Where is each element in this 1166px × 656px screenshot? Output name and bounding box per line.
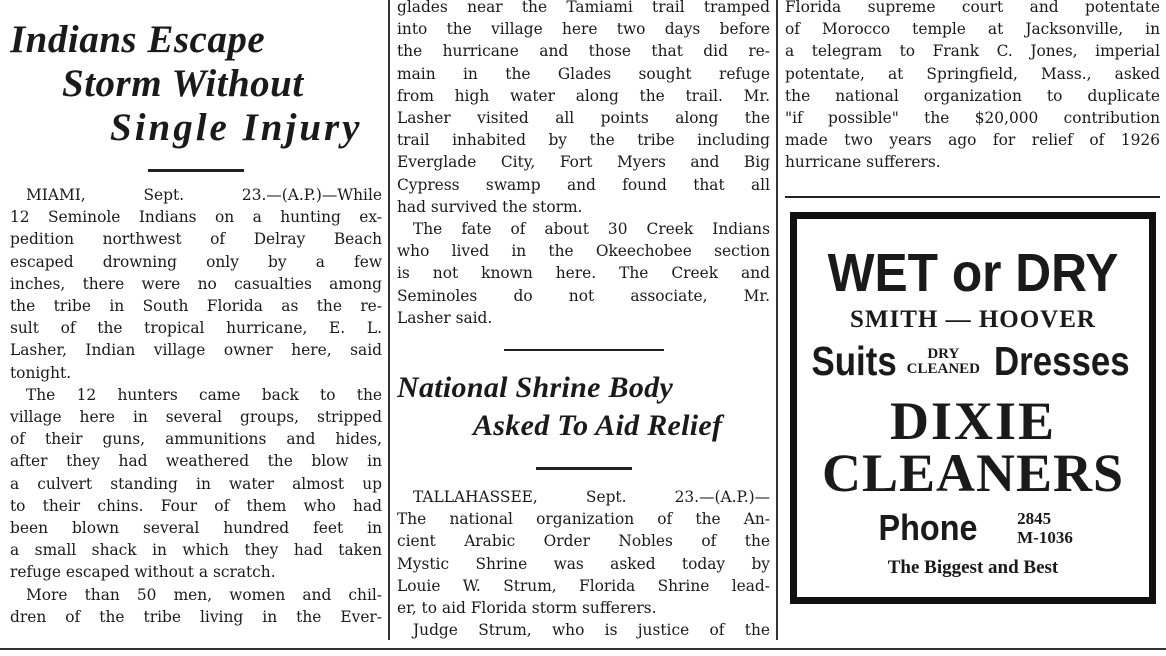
body-line: More than 50 men, women and chil- [26,585,382,604]
body-line: been blown several hundred feet in [10,519,382,538]
body-line: Florida supreme court and potentate [785,0,1160,16]
body-line: the national organization to duplicate [785,86,1160,105]
body-line: "if possible" the $20,000 contribution [785,109,1160,128]
article1-headline-line: Indians Escape [10,18,266,61]
body-line: MIAMI, Sept. 23.—(A.P.)—While [26,186,382,204]
dixie-cleaners-ad [790,212,1156,604]
body-line: Judge Strum, who is justice of the [413,621,770,640]
column-1 [10,0,382,640]
body-line: Everglade City, Fort Myers and Big [397,153,770,172]
ad-service-left: Suits [811,337,898,384]
body-line: The national organization of the An- [397,510,770,529]
body-line: a culvert standing in water almost up [10,474,382,493]
body-line: er, to aid Florida storm sufferers. [397,599,657,618]
headline-cutoff-rule [536,467,632,470]
ad-service-line [797,339,1149,383]
body-line: after they had weathered the blow in [10,452,382,471]
body-line: from high water along the trail. Mr. [397,86,770,105]
ad-phone-number: M-1036 [1017,527,1073,547]
ad-separator-rule [785,196,1160,198]
ad-phone-label: Phone [878,506,978,548]
body-line: made two years ago for relief of 1926 [785,131,1160,150]
page-bottom-rule [0,648,1166,650]
ad-phone-numbers [1017,509,1073,547]
body-line: Lasher said. [397,308,493,327]
ad-company-line2: CLEANERS [821,442,1125,503]
body-line: Lasher visited all points along the [397,109,770,128]
article1-headline-line: Storm Without [62,62,304,105]
body-line: is not known here. The Creek and [397,264,770,283]
ad-service-right: Dresses [993,337,1130,384]
body-line: trail inhabited by the tribe including [397,131,770,150]
ad-company-line1: DIXIE [889,390,1057,451]
ad-service-mid-top: DRY [927,345,960,362]
article2-body [397,486,770,640]
body-line: the tribe in South Florida as the re- [10,297,382,316]
ad-phone-number: 2845 [1017,508,1052,528]
article2-continued-body [785,0,1160,174]
body-line: the hurricane and those that did re- [397,42,770,61]
article1-continued-body [397,0,770,329]
column-2 [397,0,770,640]
body-line: a telegram to Frank C. Jones, imperial [785,42,1160,61]
ad-names: SMITH — HOOVER [850,305,1096,333]
body-line: potentate, at Springfield, Mass., asked [785,64,1160,83]
body-line: pedition northwest of Delray Beach [10,230,382,249]
body-line: Lasher, Indian village owner here, said [10,341,382,360]
article2-headline [397,369,770,445]
body-line: to their chins. Four of them who had [10,496,382,515]
ad-title: WET or DRY [827,242,1119,303]
article1-body [10,184,382,628]
body-line: The 12 hunters came back to the [26,385,382,404]
body-line: a small shack in which they had taken [10,541,382,560]
body-line: Louie W. Strum, Florida Shrine lead- [397,576,770,595]
body-line: tonight. [10,363,72,382]
column-rule-1 [388,0,390,640]
article2-headline-line: National Shrine Body [397,371,674,405]
ad-phone [797,506,1149,548]
body-line: Mystic Shrine was asked today by [397,554,770,573]
column-rule-2 [776,0,778,640]
article1-headline-line: Single Injury [110,106,363,149]
body-line: village here in several groups, stripped [10,408,382,427]
body-line: of their guns, ammunitions and hides, [10,430,382,449]
body-line: escaped drowning only by a few [10,252,382,271]
headline-cutoff-rule [148,169,244,172]
body-line: The fate of about 30 Creek Indians [413,220,770,239]
body-line: hurricane sufferers. [785,153,941,172]
body-line: glades near the Tamiami trail tramped [397,0,770,16]
body-line: inches, there were no casualties among [10,274,382,293]
article-separator-rule [504,349,664,351]
article1-headline [10,18,382,150]
body-line: cient Arabic Order Nobles of the [397,532,770,551]
body-line: dren of the tribe living in the Ever- [10,607,382,626]
ad-service-mid-bottom: CLEANED [906,360,981,377]
body-line: Cypress swamp and found that all [397,175,770,194]
body-line: main in the Glades sought refuge [397,64,770,83]
body-line: sult of the tropical hurricane, E. L. [10,319,382,338]
body-line: refuge escaped without a scratch. [10,563,276,582]
article2-headline-line: Asked To Aid Relief [473,409,723,443]
body-line: who lived in the Okeechobee section [397,242,770,261]
ad-service-mid [907,347,980,377]
body-line: 12 Seminole Indians on a hunting ex- [10,208,382,227]
column-3 [785,0,1160,640]
body-line: of Morocco temple at Jacksonville, in [785,20,1160,39]
body-line: had survived the storm. [397,197,583,216]
body-line: into the village here two days before [397,20,770,39]
body-line: TALLAHASSEE, Sept. 23.—(A.P.)— [413,488,770,507]
body-line: Seminoles do not associate, Mr. [397,286,770,305]
ad-tagline: The Biggest and Best [887,556,1059,578]
